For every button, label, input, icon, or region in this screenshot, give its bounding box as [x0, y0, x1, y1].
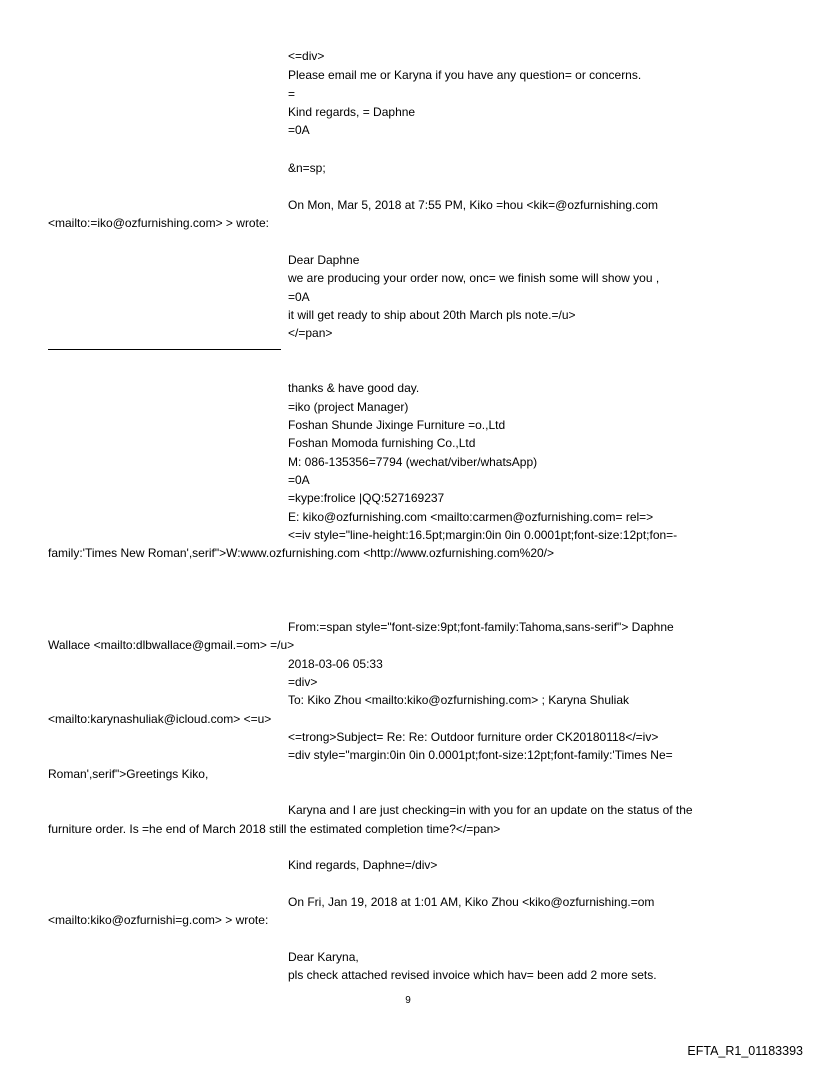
text-line: Dear Karyna,	[288, 950, 359, 964]
text-line: Kind regards, Daphne=/div>	[288, 858, 438, 872]
date-line: 2018-03-06 05:33	[288, 657, 383, 671]
reply-header: <mailto:=iko@ozfurnishing.com> > wrote:	[48, 216, 269, 230]
signature-line: M: 086-135356=7794 (wechat/viber/whatsApp)	[288, 455, 538, 469]
signature-line: =0A	[288, 473, 310, 487]
signature-divider	[48, 349, 281, 350]
text-line: =0A	[288, 123, 310, 137]
text-line: =	[288, 87, 296, 101]
signature-line: =kype:frolice |QQ:527169237	[288, 491, 445, 505]
signature-line: Foshan Shunde Jixinge Furniture =o.,Ltd	[288, 418, 506, 432]
reply-header: <mailto:kiko@ozfurnishi=g.com> > wrote:	[48, 913, 269, 927]
text-line: =div style="margin:0in 0in 0.0001pt;font-size:12pt;font-family:'Times Ne=	[288, 748, 673, 762]
text-line: Please email me or Karyna if you have any question= or concerns.	[288, 68, 642, 82]
from-line: From:=span style="font-size:9pt;font-family:Tahoma,sans-serif"> Daphne	[288, 620, 674, 634]
signature-line: <=iv style="line-height:16.5pt;margin:0in 0in 0.0001pt;font-size:12pt;fon=-	[288, 528, 678, 542]
text-line: =0A	[288, 290, 310, 304]
subject-line: <=trong>Subject= Re: Re: Outdoor furniture order CK20180118</=iv>	[288, 730, 659, 744]
to-line: <mailto:karynashuliak@icloud.com> <=u>	[48, 712, 272, 726]
text-line: pls check attached revised invoice which hav= been add 2 more sets.	[288, 968, 657, 982]
text-line: Dear Daphne	[288, 253, 360, 267]
text-line: Roman',serif">Greetings Kiko,	[48, 767, 209, 781]
reply-header: On Mon, Mar 5, 2018 at 7:55 PM, Kiko =hou <kik=@ozfurnishing.com	[288, 198, 659, 212]
text-line: it will get ready to ship about 20th March pls note.=/u>	[288, 308, 576, 322]
text-line: Kind regards, = Daphne	[288, 105, 416, 119]
text-line: <=div>	[288, 49, 325, 63]
text-line: &n=sp;	[288, 161, 326, 175]
text-line: </=pan>	[288, 326, 333, 340]
body-line: furniture order. Is =he end of March 2018 still the estimated completion time?</=pan>	[48, 822, 501, 836]
text-line: we are producing your order now, onc= we finish some will show you ,	[288, 271, 660, 285]
signature-email: E: kiko@ozfurnishing.com <mailto:carmen@ozfurnishing.com= rel=>	[288, 510, 654, 524]
bates-number: EFTA_R1_01183393	[687, 1044, 803, 1058]
signature-website: family:'Times New Roman',serif">W:www.ozfurnishing.com <http://www.ozfurnishing.com%20/>	[48, 546, 555, 560]
signature-line: Foshan Momoda furnishing Co.,Ltd	[288, 436, 476, 450]
to-line: To: Kiko Zhou <mailto:kiko@ozfurnishing.com> ; Karyna Shuliak	[288, 693, 630, 707]
page-number: 9	[405, 995, 411, 1006]
reply-header: On Fri, Jan 19, 2018 at 1:01 AM, Kiko Zhou <kiko@ozfurnishing.=om	[288, 895, 655, 909]
signature-line: thanks & have good day.	[288, 381, 420, 395]
from-line: Wallace <mailto:dlbwallace@gmail.=om> =/u>	[48, 638, 295, 652]
text-line: =div>	[288, 675, 318, 689]
body-line: Karyna and I are just checking=in with you for an update on the status of the	[288, 803, 693, 817]
signature-line: =iko (project Manager)	[288, 400, 409, 414]
